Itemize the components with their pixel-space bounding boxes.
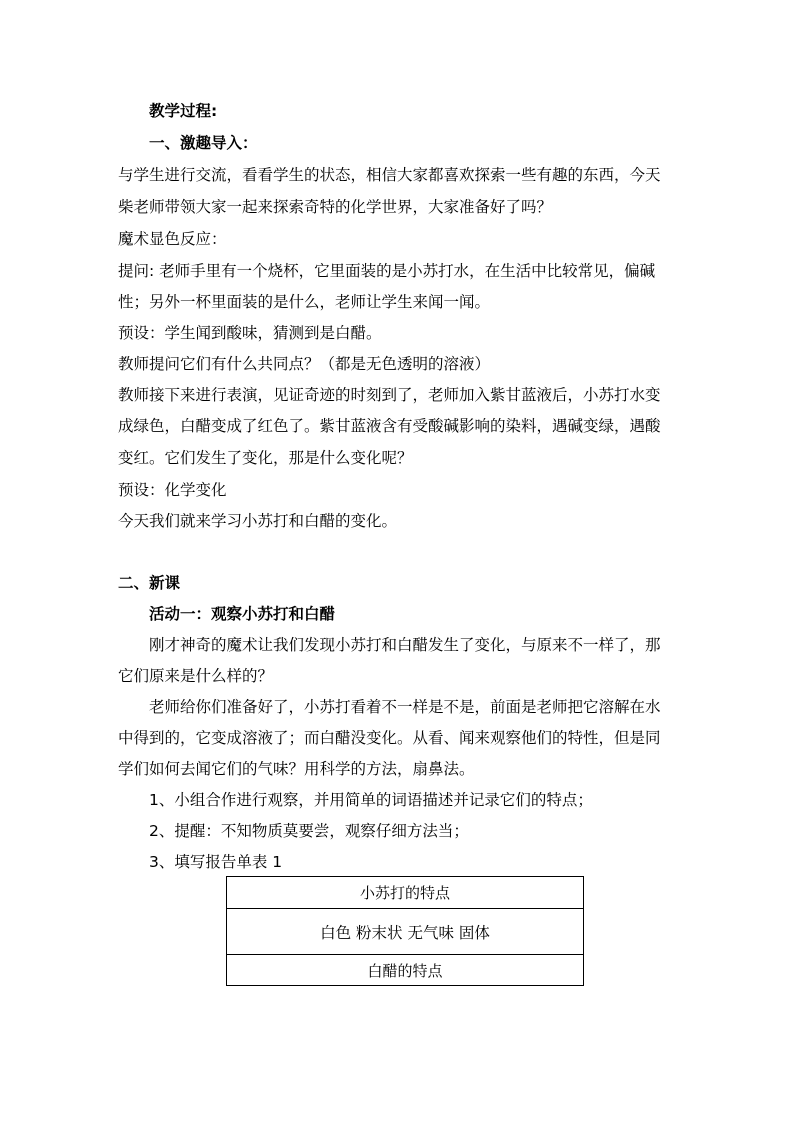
step-item: 1、小组合作进行观察，并用简单的词语描述并记录它们的特点； xyxy=(149,791,593,809)
paragraph-line: 教师提问它们有什么共同点？（都是无色透明的溶液） xyxy=(118,355,491,373)
paragraph-line: 它们原来是什么样的？ xyxy=(118,667,274,685)
paragraph-line: 成绿色，白醋变成了红色了。紫甘蓝液含有受酸碱影响的染料，遇碱变绿，遇酸 xyxy=(118,417,661,435)
section-title: 教学过程: xyxy=(149,102,218,120)
paragraph-line: 预设：学生闻到酸味，猜测到是白醋。 xyxy=(118,324,382,342)
paragraph-line: 中得到的，它变成溶液了；而白醋没变化。从看、闻来观察他们的特性，但是同 xyxy=(118,729,661,747)
step-item: 2、提醒：不知物质莫要尝，观察仔细方法当； xyxy=(149,822,469,840)
step-item: 3、填写报告单表 1 xyxy=(149,853,283,871)
activity-title: 活动一：观察小苏打和白醋 xyxy=(149,605,336,623)
part2-heading: 二、新课 xyxy=(118,574,181,592)
paragraph-line: 性；另外一杯里面装的是什么，老师让学生来闻一闻。 xyxy=(118,293,491,311)
paragraph-line: 提问: 老师手里有一个烧杯，它里面装的是小苏打水，在生活中比较常见，偏碱 xyxy=(118,262,656,280)
table-header-soda: 小苏打的特点 xyxy=(227,877,584,909)
paragraph-line: 学们如何去闻它们的气味？用科学的方法，扇鼻法。 xyxy=(118,760,475,778)
table-header-vinegar: 白醋的特点 xyxy=(227,955,584,986)
report-table xyxy=(226,876,584,986)
paragraph-line: 与学生进行交流，看看学生的状态，相信大家都喜欢探索一些有趣的东西，今天 xyxy=(118,166,661,184)
paragraph-line: 预设：化学变化 xyxy=(118,481,227,499)
paragraph-line: 老师给你们准备好了，小苏打看着不一样是不是，前面是老师把它溶解在水 xyxy=(149,698,661,716)
paragraph-line: 柴老师带领大家一起来探索奇特的化学世界，大家准备好了吗？ xyxy=(118,198,553,216)
paragraph-line: 刚才神奇的魔术让我们发现小苏打和白醋发生了变化，与原来不一样了，那 xyxy=(149,636,661,654)
soda-traits-cell: 白色 粉末状 无气味 固体 xyxy=(227,909,584,955)
paragraph-line: 今天我们就来学习小苏打和白醋的变化。 xyxy=(118,512,398,530)
paragraph-line: 变红。它们发生了变化，那是什么变化呢？ xyxy=(118,449,413,467)
part1-heading: 一、激趣导入： xyxy=(149,134,258,152)
paragraph-line: 教师接下来进行表演，见证奇迹的时刻到了，老师加入紫甘蓝液后，小苏打水变 xyxy=(118,386,661,404)
paragraph-line: 魔术显色反应： xyxy=(118,230,227,248)
